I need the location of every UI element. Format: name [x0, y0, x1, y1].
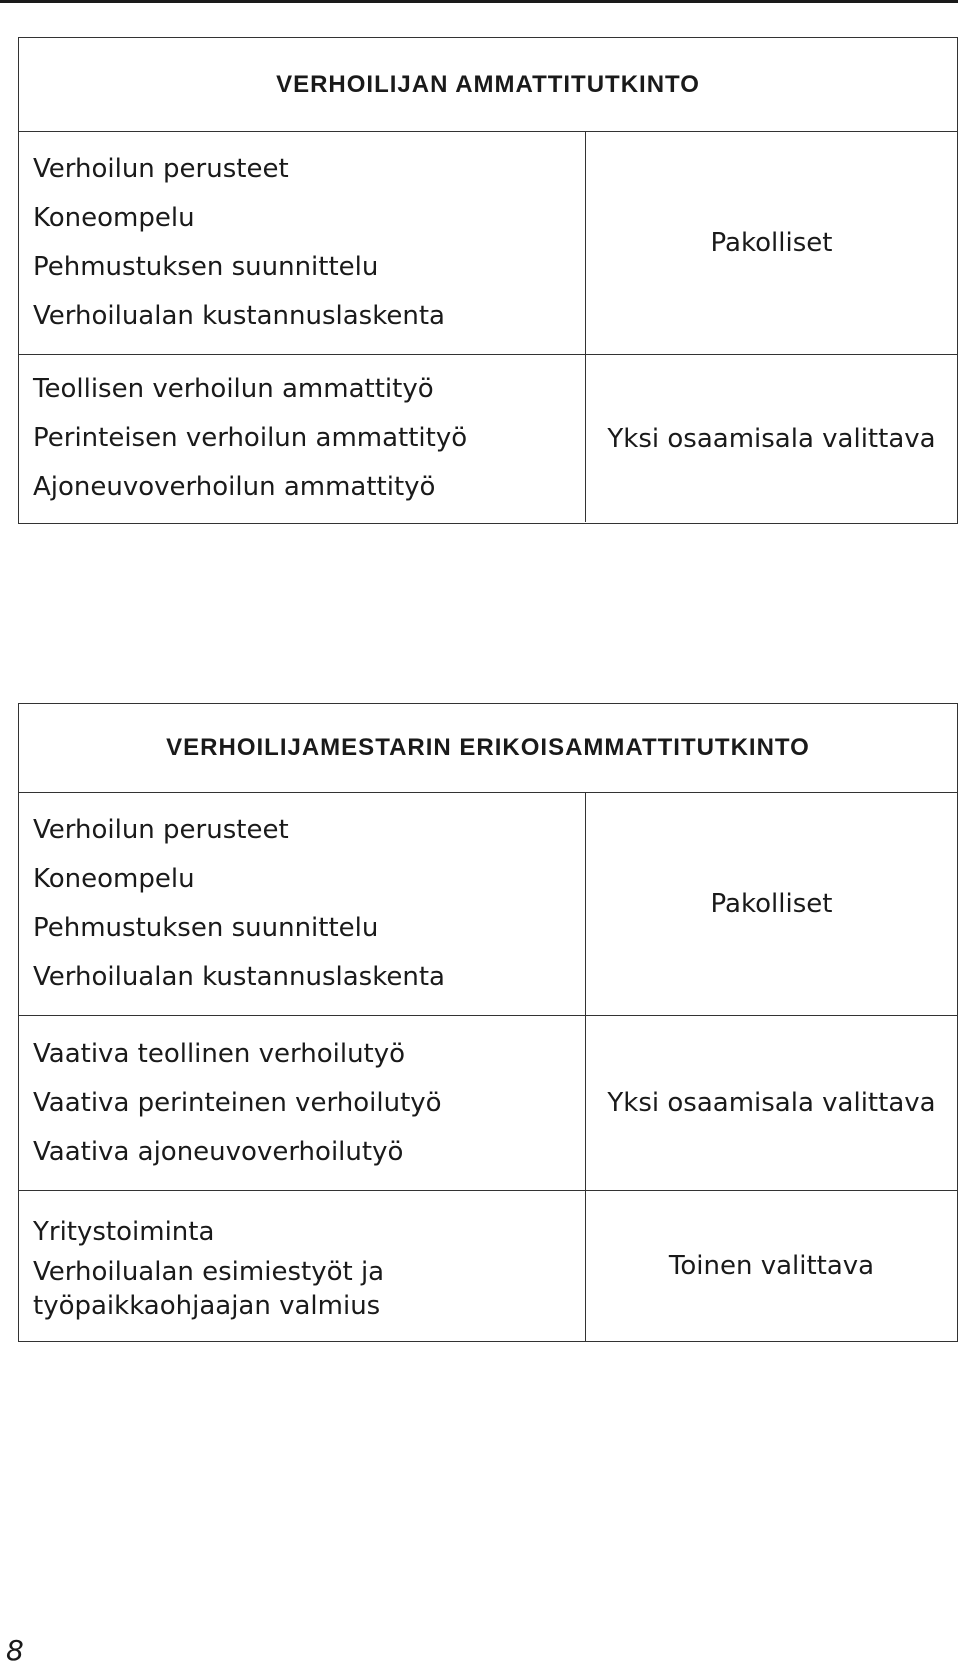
requirement-note: Pakolliset: [710, 228, 833, 258]
module-list: [19, 355, 586, 522]
module-item: Verhoilun perusteet: [33, 815, 289, 845]
table-title: VERHOILIJAN AMMATTITUTKINTO: [19, 38, 957, 132]
module-item: Verhoilualan esimiestyöt ja: [33, 1257, 385, 1287]
module-item: Koneompelu: [33, 203, 195, 233]
table-verhoilijamestarin-erikoisammattitutkinto: [18, 703, 958, 1342]
module-item: Vaativa ajoneuvoverhoilutyö: [33, 1136, 404, 1167]
requirement-note: Yksi osaamisala valittava: [607, 423, 936, 454]
table-row: [19, 355, 957, 522]
module-item: Koneompelu: [33, 864, 195, 894]
module-list: [19, 793, 586, 1015]
table-title: VERHOILIJAMESTARIN ERIKOISAMMATTITUTKINTO: [19, 704, 957, 793]
module-list: [19, 1191, 586, 1341]
module-item: Verhoilun perusteet: [33, 154, 289, 184]
table-verhoilijan-ammattitutkinto: [18, 37, 958, 524]
module-list: [19, 132, 586, 354]
module-item: Pehmustuksen suunnittelu: [33, 252, 379, 282]
module-item: Verhoilualan kustannuslaskenta: [33, 962, 445, 992]
requirement-note: Toinen valittava: [668, 1251, 875, 1281]
module-item: Pehmustuksen suunnittelu: [33, 913, 379, 943]
module-item: Teollisen verhoilun ammattityö: [33, 374, 434, 404]
top-rule: [0, 0, 958, 3]
table-row: [19, 1191, 957, 1341]
module-item: Verhoilualan kustannuslaskenta: [33, 301, 445, 331]
requirement-note: Pakolliset: [710, 889, 833, 919]
module-list: [19, 1016, 586, 1190]
requirement-note: Yksi osaamisala valittava: [607, 1088, 936, 1118]
module-item: Yritystoiminta: [33, 1217, 215, 1247]
module-item: Perinteisen verhoilun ammattityö: [33, 423, 468, 453]
table-row: [19, 793, 957, 1016]
module-item: Vaativa perinteinen verhoilutyö: [33, 1087, 442, 1118]
module-item: työpaikkaohjaajan valmius: [33, 1291, 381, 1321]
page-number: 8: [6, 1634, 24, 1667]
table-row: [19, 132, 957, 355]
module-item: Ajoneuvoverhoilun ammattityö: [33, 472, 436, 502]
table-row: [19, 1016, 957, 1191]
module-item: Vaativa teollinen verhoilutyö: [33, 1038, 406, 1069]
